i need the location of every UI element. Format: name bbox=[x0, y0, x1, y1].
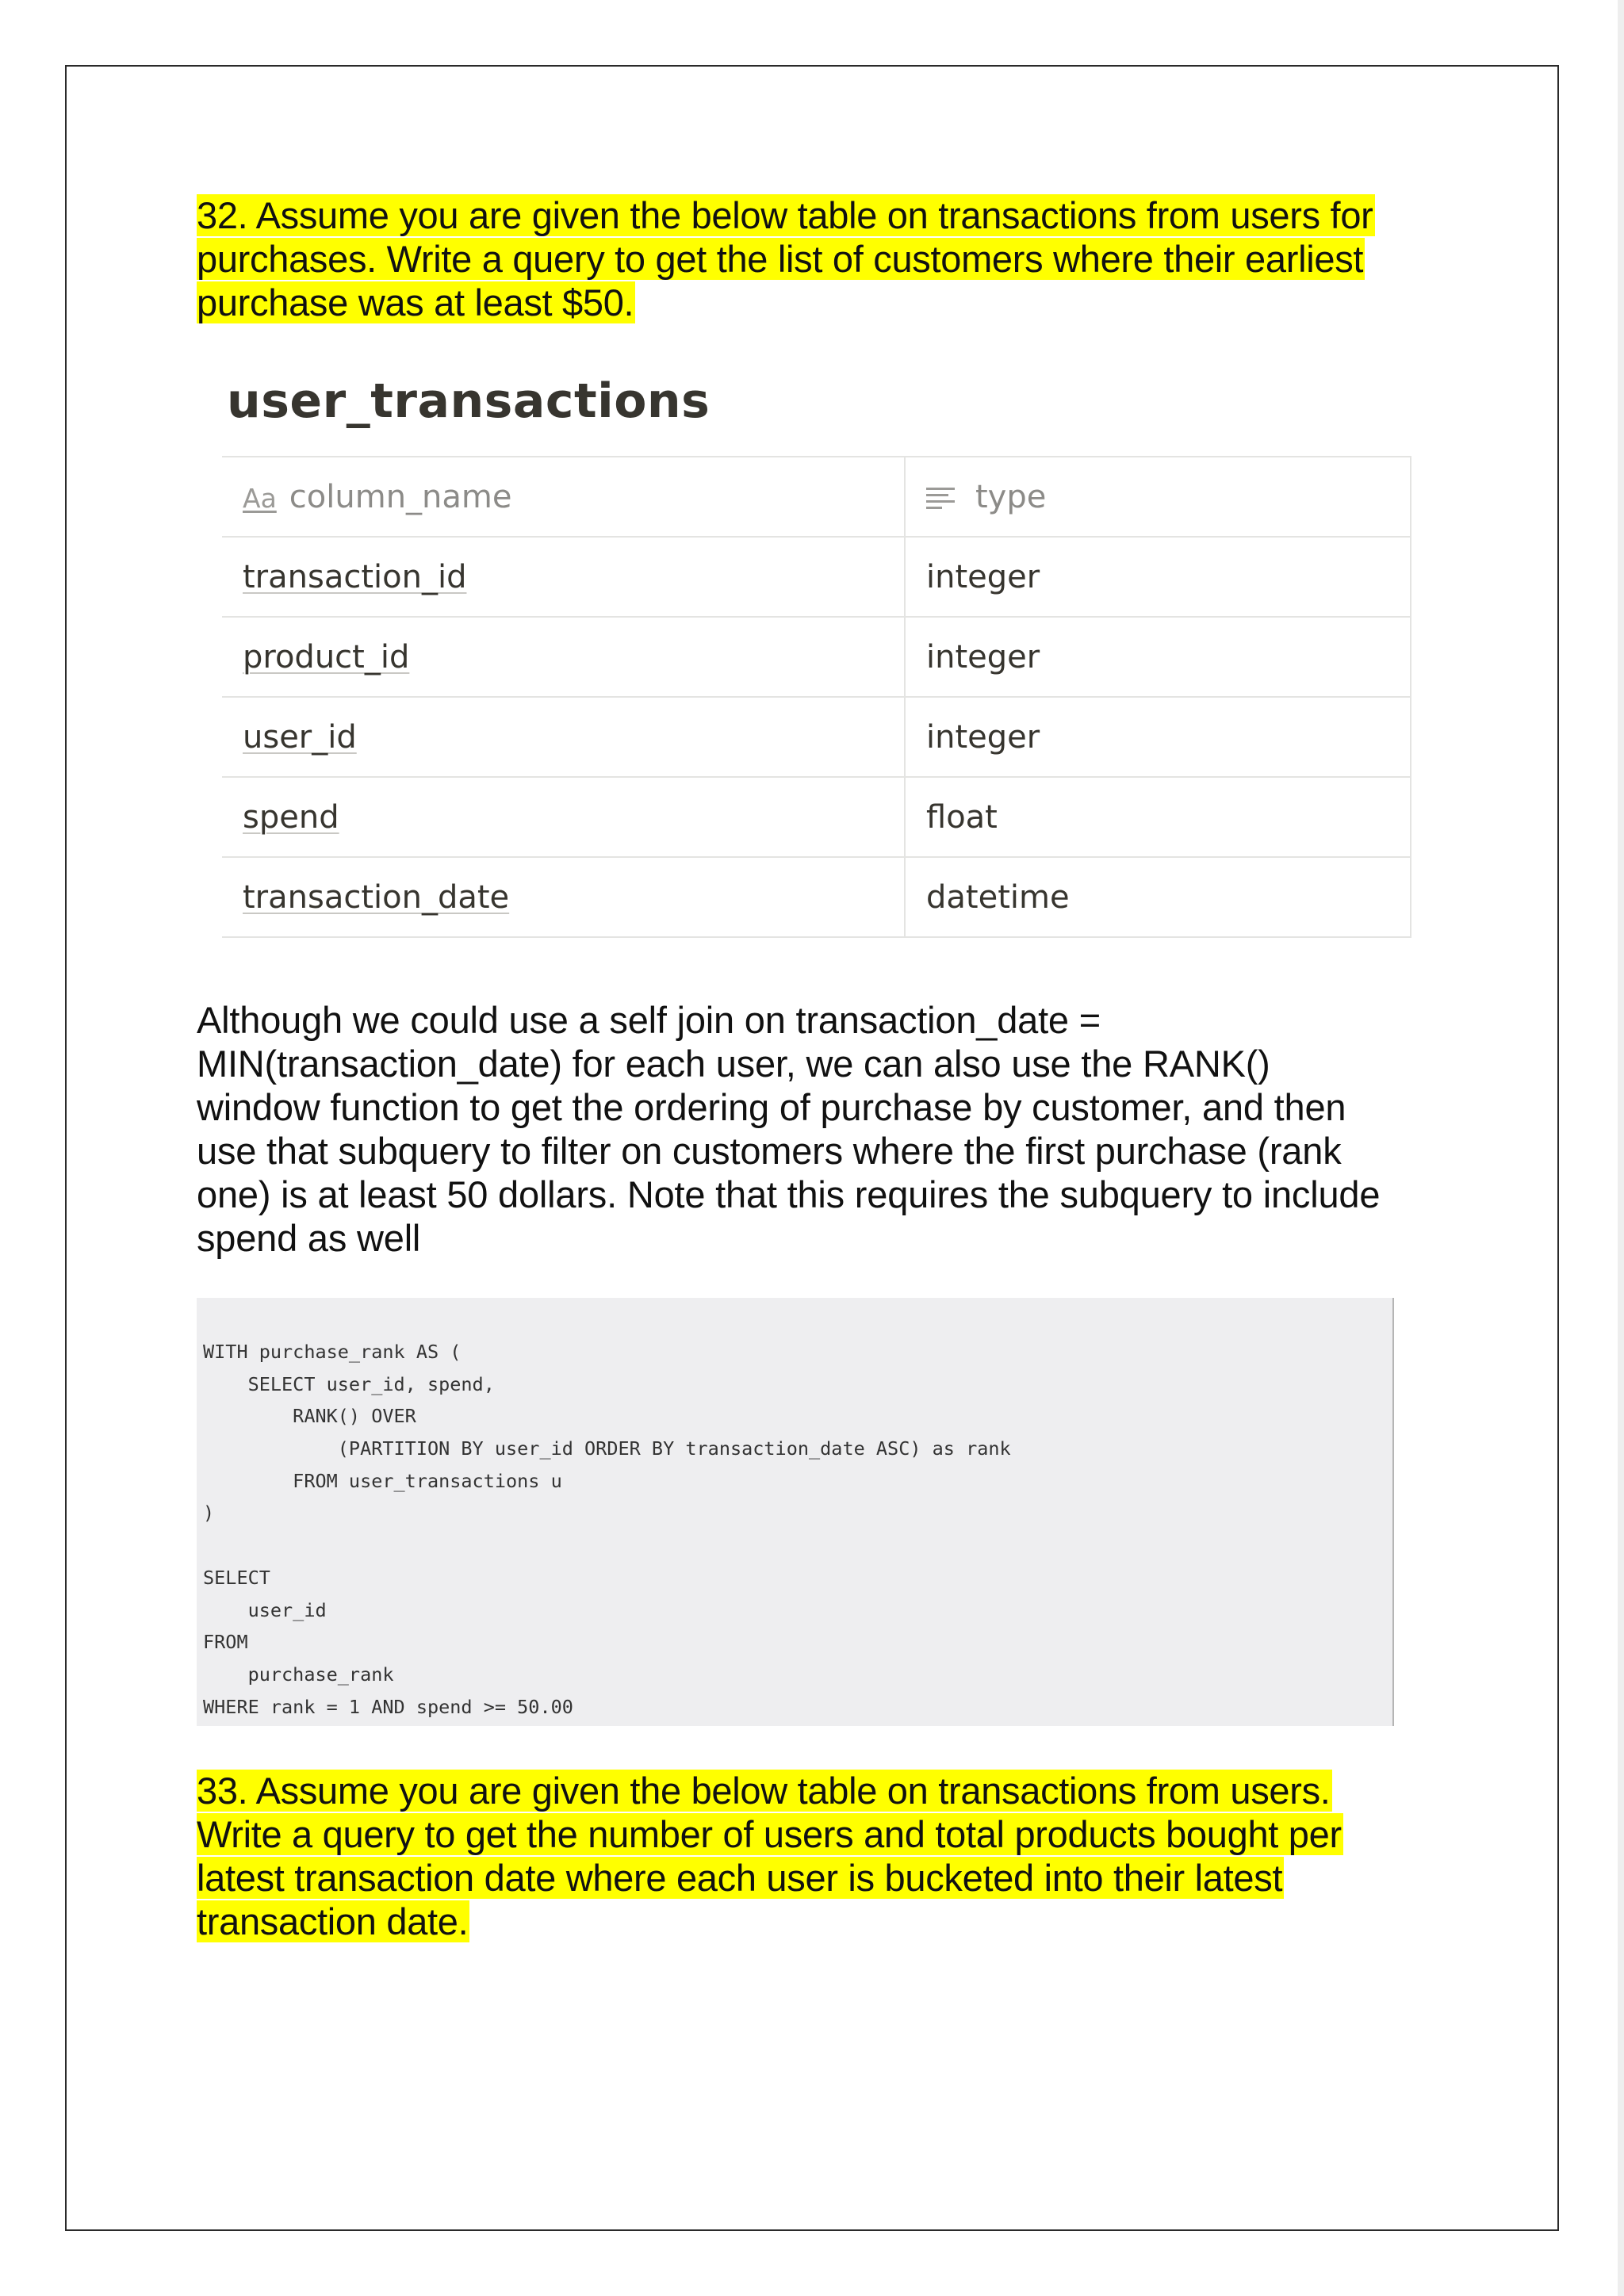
question-33-line bbox=[197, 1900, 1434, 1943]
column-header-type bbox=[905, 457, 1411, 537]
column-type-cell: integer bbox=[905, 537, 1411, 617]
column-name-cell bbox=[222, 777, 905, 857]
question-32-line bbox=[197, 193, 1434, 237]
column-type-cell: integer bbox=[905, 697, 1411, 777]
highlighted-text: Write a query to get the number of users and total products bought per bbox=[197, 1813, 1342, 1855]
table-row bbox=[222, 617, 1411, 697]
column-type-cell: float bbox=[905, 777, 1411, 857]
table-row bbox=[222, 537, 1411, 617]
question-32 bbox=[197, 193, 1434, 324]
paragraph-line: MIN(transaction_date) for each user, we can also use the RANK() bbox=[197, 1043, 1270, 1085]
code-line bbox=[203, 1529, 1392, 1562]
highlighted-text: transaction date. bbox=[197, 1900, 469, 1942]
column-name-text: transaction_date bbox=[243, 878, 510, 916]
column-type-cell: integer bbox=[905, 617, 1411, 697]
column-name-text: user_id bbox=[243, 718, 357, 756]
code-line: SELECT user_id, spend, bbox=[203, 1372, 495, 1395]
sql-code-block bbox=[197, 1298, 1394, 1726]
highlighted-text: 33. Assume you are given the below table on transactions from users. bbox=[197, 1770, 1331, 1812]
list-lines-icon bbox=[926, 487, 958, 509]
column-name-text: product_id bbox=[243, 638, 410, 675]
table-row bbox=[222, 777, 1411, 857]
column-name-cell bbox=[222, 617, 905, 697]
code-line: purchase_rank bbox=[203, 1663, 394, 1686]
table-row bbox=[222, 697, 1411, 777]
column-name-cell bbox=[222, 857, 905, 937]
question-33 bbox=[197, 1769, 1434, 1943]
column-header-label: type bbox=[975, 478, 1047, 515]
code-line: (PARTITION BY user_id ORDER BY transaction_date ASC) as rank bbox=[203, 1437, 1011, 1460]
code-line: RANK() OVER bbox=[203, 1405, 416, 1428]
highlighted-text: latest transaction date where each user is bucketed into their latest bbox=[197, 1857, 1283, 1899]
question-33-line bbox=[197, 1812, 1434, 1856]
highlighted-text: purchase was at least $50. bbox=[197, 281, 634, 323]
paragraph-line: one) is at least 50 dollars. Note that this requires the subquery to include bbox=[197, 1173, 1381, 1215]
table-title: user_transactions bbox=[227, 373, 710, 429]
table-row bbox=[222, 857, 1411, 937]
highlighted-text: 32. Assume you are given the below table on transactions from users for bbox=[197, 194, 1373, 236]
table-header-row bbox=[222, 457, 1411, 537]
schema-table-figure bbox=[222, 373, 1411, 938]
paragraph-line: Although we could use a self join on transaction_date = bbox=[197, 999, 1101, 1041]
column-header-name bbox=[222, 457, 905, 537]
question-33-line bbox=[197, 1856, 1434, 1900]
question-32-line bbox=[197, 281, 1434, 324]
highlighted-text: purchases. Write a query to get the list of customers where their earliest bbox=[197, 238, 1364, 280]
column-name-text: spend bbox=[243, 798, 339, 836]
code-line: user_id bbox=[203, 1598, 327, 1621]
document-content bbox=[197, 193, 1434, 1943]
code-line: FROM user_transactions u bbox=[203, 1469, 562, 1492]
question-32-line bbox=[197, 237, 1434, 281]
code-line: ) bbox=[203, 1502, 215, 1525]
code-line: SELECT bbox=[203, 1566, 270, 1589]
schema-table bbox=[222, 456, 1411, 938]
column-type-cell: datetime bbox=[905, 857, 1411, 937]
paragraph-line: use that subquery to filter on customers where the first purchase (rank bbox=[197, 1130, 1342, 1172]
paragraph-line: spend as well bbox=[197, 1217, 421, 1259]
question-33-line bbox=[197, 1769, 1434, 1812]
code-line: WHERE rank = 1 AND spend >= 50.00 bbox=[203, 1695, 573, 1718]
column-name-text: transaction_id bbox=[243, 558, 467, 595]
text-type-icon: Aa bbox=[243, 482, 277, 514]
code-line: FROM bbox=[203, 1631, 248, 1654]
explanation-paragraph bbox=[197, 998, 1434, 1260]
page-edge-shadow bbox=[1618, 0, 1624, 2296]
paragraph-line: window function to get the ordering of purchase by customer, and then bbox=[197, 1086, 1346, 1128]
code-line: WITH purchase_rank AS ( bbox=[203, 1341, 462, 1363]
column-name-cell bbox=[222, 537, 905, 617]
column-name-cell bbox=[222, 697, 905, 777]
column-header-label: column_name bbox=[289, 478, 512, 515]
